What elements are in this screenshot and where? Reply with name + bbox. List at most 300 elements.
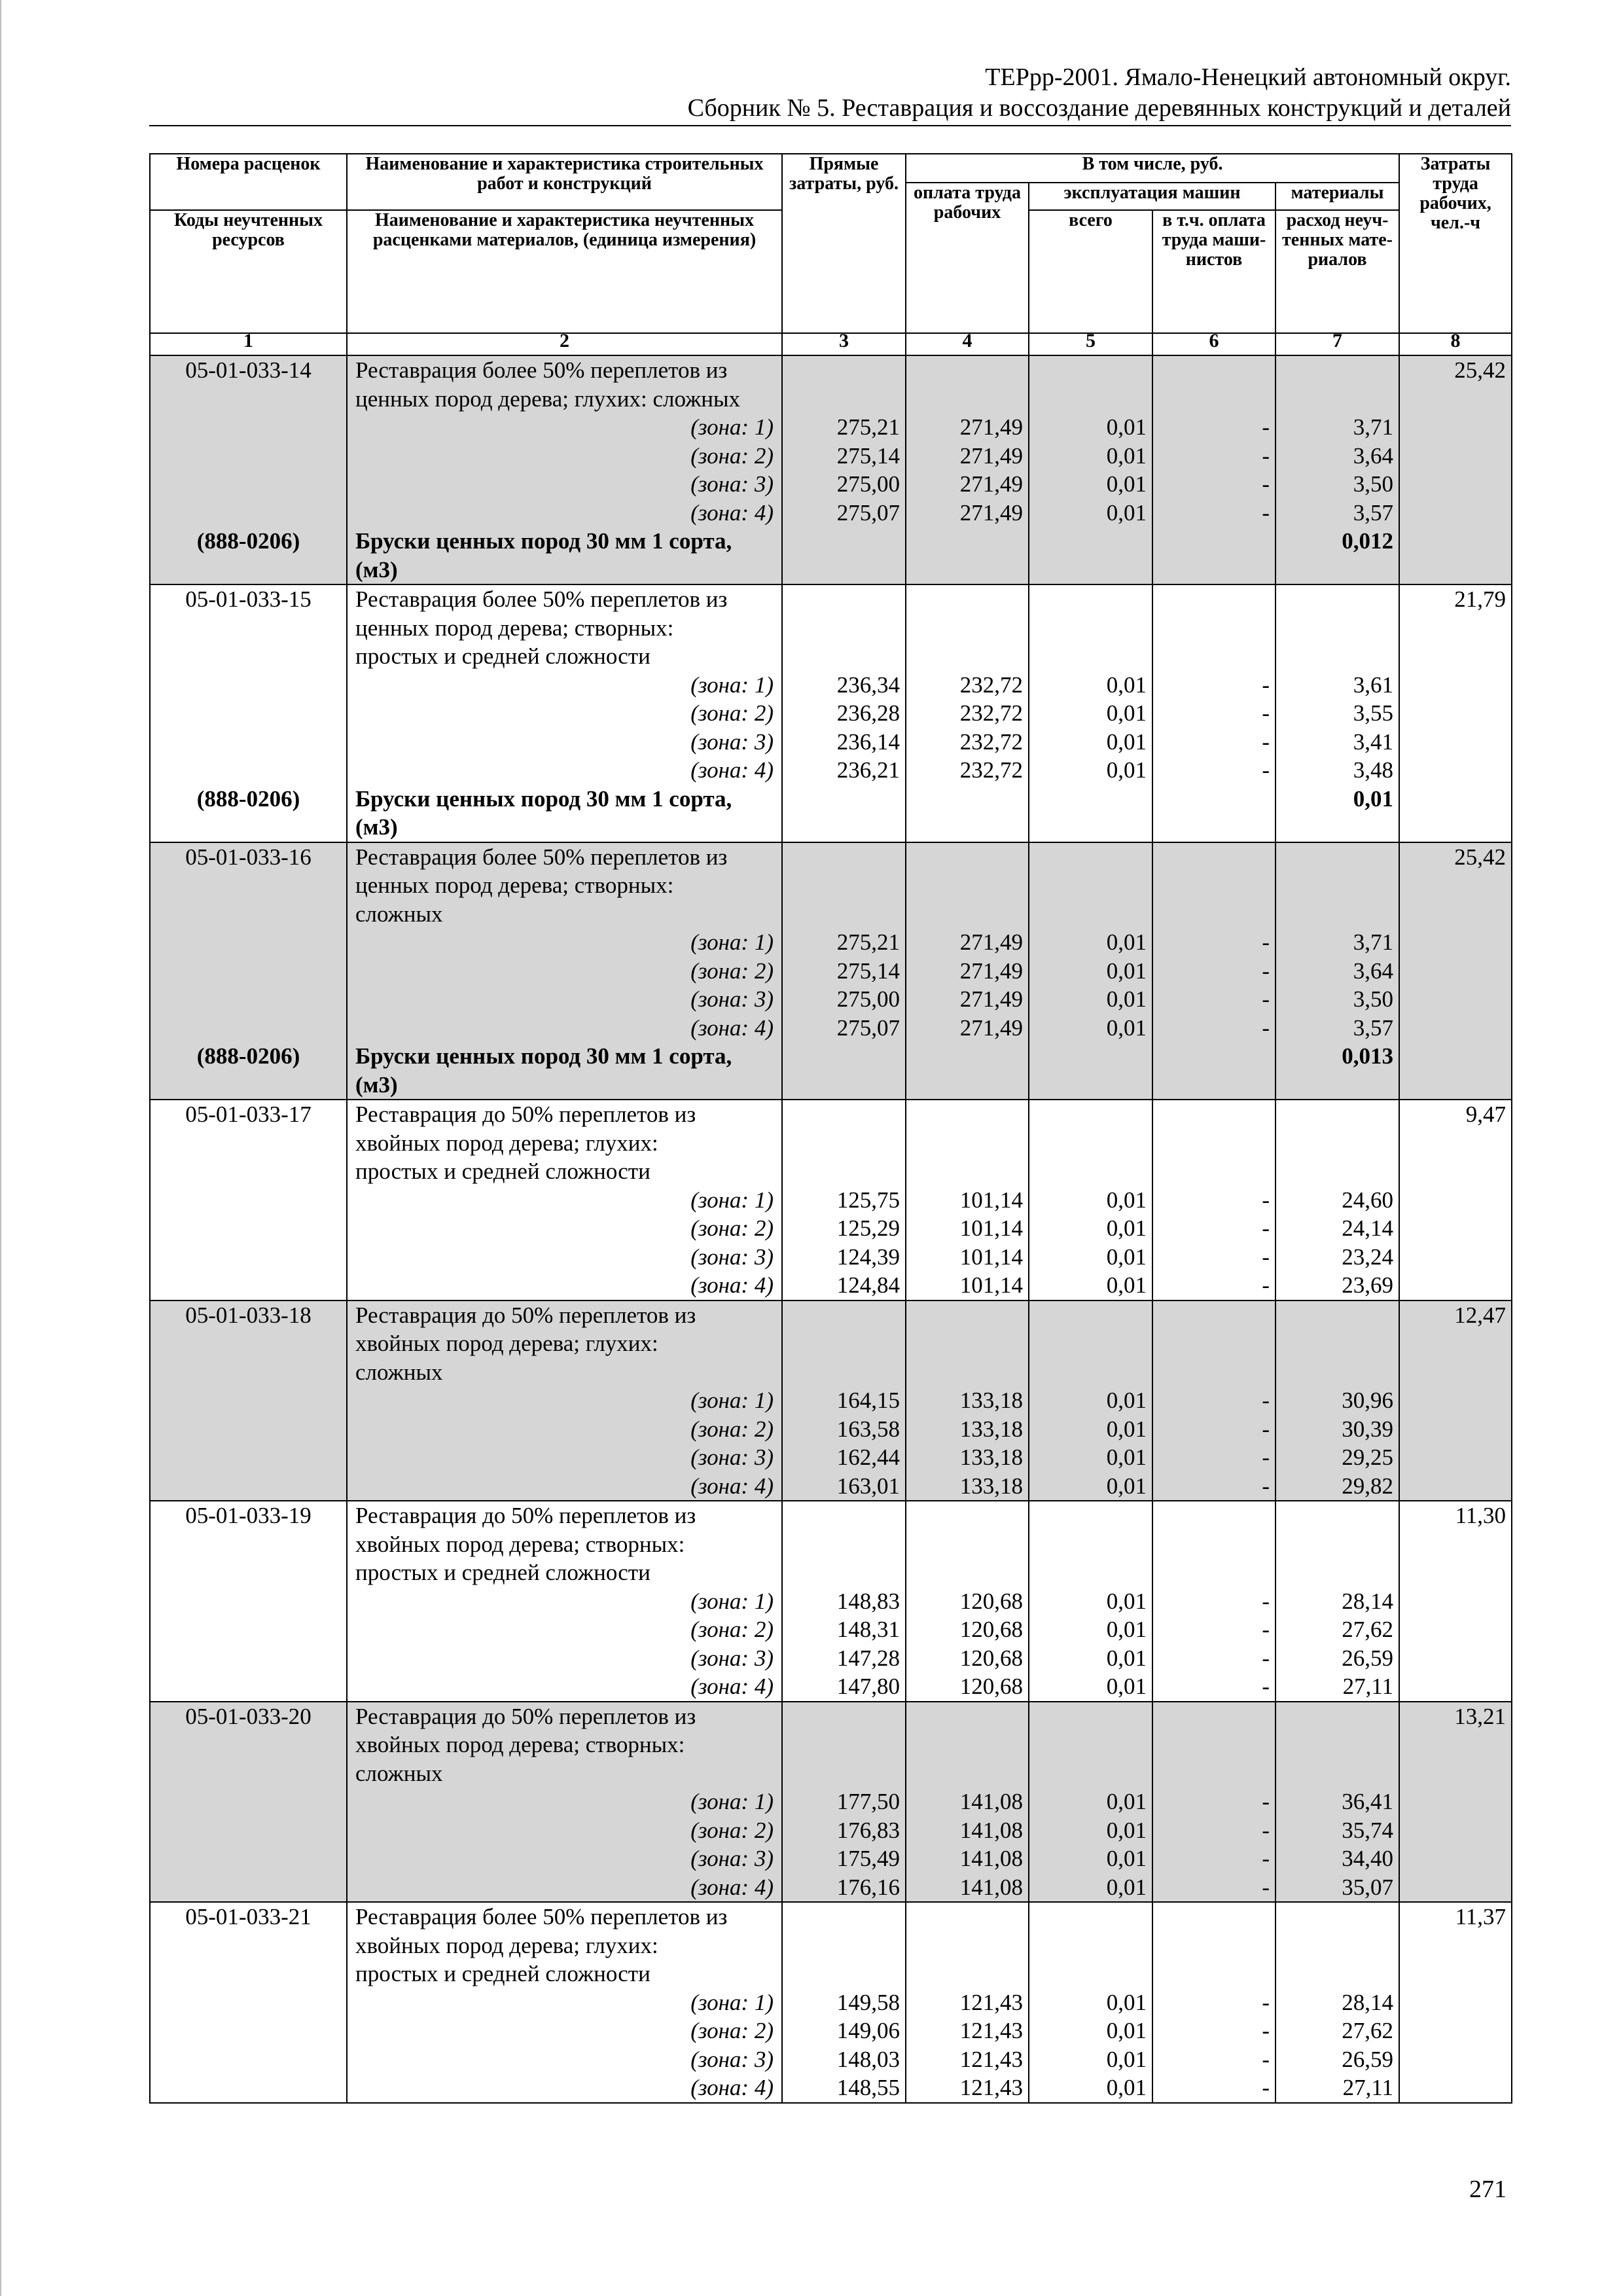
machines-value: 0,01 bbox=[1106, 1014, 1147, 1041]
direct-cost-value: 275,07 bbox=[836, 499, 900, 526]
rate-description-line: простых и средней сложности bbox=[355, 1158, 651, 1184]
machines-value: 0,01 bbox=[1106, 2018, 1147, 2043]
col-number: 7 bbox=[1275, 333, 1399, 355]
materials-value: 35,74 bbox=[1342, 1817, 1394, 1843]
rate-code: 05-01-033-19 bbox=[185, 1503, 312, 1528]
cell-labor-hours bbox=[1399, 842, 1512, 1100]
machinist-pay-value: - bbox=[1262, 1272, 1270, 1298]
machinist-pay-value: - bbox=[1262, 1014, 1270, 1041]
rate-description-line: хвойных пород дерева; глухих: bbox=[355, 1130, 658, 1156]
cell-machinist-pay bbox=[1152, 1902, 1275, 2103]
machinist-pay-value: - bbox=[1262, 672, 1270, 698]
rate-code: 05-01-033-17 bbox=[185, 1102, 312, 1127]
direct-cost-value: 275,07 bbox=[836, 1014, 900, 1041]
materials-value: 3,55 bbox=[1353, 700, 1394, 726]
rate-description-line: Реставрация до 50% переплетов из bbox=[355, 1703, 696, 1729]
rate-code: 05-01-033-21 bbox=[185, 1904, 312, 1929]
labor-hours: 25,42 bbox=[1454, 357, 1507, 383]
materials-value: 3,50 bbox=[1353, 471, 1394, 497]
labor-hours: 21,79 bbox=[1454, 586, 1507, 612]
cell-description bbox=[347, 1100, 782, 1300]
direct-cost-value: 236,14 bbox=[836, 728, 900, 755]
materials-value: 34,40 bbox=[1342, 1846, 1394, 1871]
th-resource-name: Наименование и характеристика неучтенных расценками материалов, (единица измерения) bbox=[347, 210, 782, 333]
rate-description-line: Реставрация более 50% переплетов из bbox=[355, 357, 728, 383]
machinist-pay-value: - bbox=[1262, 442, 1270, 469]
resource-quantity: 0,013 bbox=[1342, 1043, 1394, 1069]
cell-materials bbox=[1275, 842, 1399, 1100]
rate-description-line: ценных пород дерева; створных: bbox=[355, 615, 674, 641]
zone-label: (зона: 4) bbox=[690, 1473, 774, 1499]
col-number: 8 bbox=[1399, 333, 1512, 355]
col-number: 3 bbox=[782, 333, 906, 355]
cell-labor-pay bbox=[906, 1702, 1029, 1903]
machinist-pay-value: - bbox=[1262, 1874, 1270, 1900]
labor-pay-value: 101,14 bbox=[959, 1215, 1023, 1241]
cell-labor-hours bbox=[1399, 1300, 1512, 1501]
rate-block bbox=[150, 355, 1512, 584]
machines-value: 0,01 bbox=[1106, 1617, 1147, 1642]
th-labor: Затраты труда рабочих, чел.-ч bbox=[1399, 154, 1512, 333]
page-edge bbox=[0, 0, 1, 2296]
cell-machinist-pay bbox=[1152, 1501, 1275, 1702]
machinist-pay-value: - bbox=[1262, 1444, 1270, 1470]
cell-description bbox=[347, 1702, 782, 1903]
zone-label: (зона: 2) bbox=[690, 1416, 774, 1442]
machinist-pay-value: - bbox=[1262, 1588, 1270, 1614]
labor-pay-value: 271,49 bbox=[959, 986, 1023, 1012]
th-name: Наименование и характеристика строительных работ и конструкций bbox=[347, 154, 782, 210]
labor-pay-value: 133,18 bbox=[959, 1473, 1023, 1499]
zone-label: (зона: 1) bbox=[690, 1388, 774, 1413]
labor-pay-value: 232,72 bbox=[959, 672, 1023, 698]
header-rule bbox=[149, 125, 1511, 126]
labor-pay-value: 120,68 bbox=[959, 1617, 1023, 1642]
labor-pay-value: 271,49 bbox=[959, 929, 1023, 955]
machines-value: 0,01 bbox=[1106, 1244, 1147, 1270]
rate-description-line: Реставрация до 50% переплетов из bbox=[355, 1503, 696, 1528]
machines-value: 0,01 bbox=[1106, 471, 1147, 497]
cell-code bbox=[150, 584, 347, 842]
table-body bbox=[150, 355, 1512, 2103]
rate-description-line: хвойных пород дерева; створных: bbox=[355, 1531, 685, 1557]
th-codes: Номера расценок bbox=[150, 154, 347, 210]
machinist-pay-value: - bbox=[1262, 471, 1270, 497]
resource-quantity: 0,01 bbox=[1353, 785, 1394, 812]
machines-value: 0,01 bbox=[1106, 1272, 1147, 1298]
machinist-pay-value: - bbox=[1262, 1989, 1270, 2015]
materials-value: 3,41 bbox=[1353, 728, 1394, 755]
direct-cost-value: 148,03 bbox=[836, 2046, 900, 2072]
zone-label: (зона: 1) bbox=[690, 929, 774, 955]
cell-labor-pay bbox=[906, 1501, 1029, 1702]
rate-description-line: ценных пород дерева; глухих: сложных bbox=[355, 386, 741, 412]
labor-hours: 11,30 bbox=[1455, 1503, 1507, 1528]
rate-code: 05-01-033-20 bbox=[185, 1703, 312, 1729]
th-machinist-pay: в т.ч. оплата труда маши-нистов bbox=[1152, 210, 1275, 333]
machinist-pay-value: - bbox=[1262, 700, 1270, 726]
direct-cost-value: 149,58 bbox=[836, 1989, 900, 2015]
materials-value: 26,59 bbox=[1342, 1645, 1394, 1671]
machinist-pay-value: - bbox=[1262, 1473, 1270, 1499]
zone-label: (зона: 3) bbox=[690, 1645, 774, 1671]
resource-code: (888-0206) bbox=[196, 1043, 300, 1069]
th-direct-costs: Прямые затраты, руб. bbox=[782, 154, 906, 333]
labor-pay-value: 121,43 bbox=[959, 2046, 1023, 2072]
zone-label: (зона: 1) bbox=[690, 672, 774, 698]
machinist-pay-value: - bbox=[1262, 2018, 1270, 2043]
cell-labor-hours bbox=[1399, 1702, 1512, 1903]
labor-pay-value: 101,14 bbox=[959, 1244, 1023, 1270]
col-number: 1 bbox=[150, 333, 347, 355]
machines-value: 0,01 bbox=[1106, 1444, 1147, 1470]
rate-block bbox=[150, 1501, 1512, 1702]
rate-code: 05-01-033-16 bbox=[185, 844, 312, 870]
labor-pay-value: 101,14 bbox=[959, 1272, 1023, 1298]
materials-value: 24,14 bbox=[1342, 1215, 1394, 1241]
zone-label: (зона: 2) bbox=[690, 2018, 774, 2043]
labor-pay-value: 271,49 bbox=[959, 442, 1023, 469]
labor-pay-value: 121,43 bbox=[959, 1989, 1023, 2015]
cell-labor-pay bbox=[906, 1100, 1029, 1300]
direct-cost-value: 275,21 bbox=[836, 414, 900, 440]
labor-hours: 11,37 bbox=[1455, 1904, 1507, 1929]
materials-value: 27,11 bbox=[1342, 1674, 1394, 1699]
machines-value: 0,01 bbox=[1106, 728, 1147, 755]
direct-cost-value: 148,55 bbox=[836, 2075, 900, 2100]
rate-code: 05-01-033-15 bbox=[185, 586, 312, 612]
machines-value: 0,01 bbox=[1106, 1846, 1147, 1871]
cell-machines bbox=[1029, 1501, 1152, 1702]
resource-code: (888-0206) bbox=[196, 785, 300, 812]
labor-pay-value: 141,08 bbox=[959, 1789, 1023, 1814]
cell-labor-pay bbox=[906, 1902, 1029, 2103]
col-number: 6 bbox=[1152, 333, 1275, 355]
rate-description-line: сложных bbox=[355, 1359, 443, 1385]
labor-pay-value: 120,68 bbox=[959, 1645, 1023, 1671]
labor-pay-value: 141,08 bbox=[959, 1846, 1023, 1871]
rate-description-line: ценных пород дерева; створных: bbox=[355, 872, 674, 898]
materials-value: 29,25 bbox=[1342, 1444, 1394, 1470]
machines-value: 0,01 bbox=[1106, 1789, 1147, 1814]
labor-pay-value: 133,18 bbox=[959, 1388, 1023, 1413]
machines-value: 0,01 bbox=[1106, 1989, 1147, 2015]
machines-value: 0,01 bbox=[1106, 1674, 1147, 1699]
machines-value: 0,01 bbox=[1106, 1388, 1147, 1413]
machinist-pay-value: - bbox=[1262, 1674, 1270, 1699]
materials-value: 24,60 bbox=[1342, 1187, 1394, 1213]
direct-cost-value: 164,15 bbox=[836, 1388, 900, 1413]
cell-machinist-pay bbox=[1152, 1100, 1275, 1300]
zone-label: (зона: 4) bbox=[690, 2075, 774, 2100]
rates-table bbox=[149, 153, 1512, 2104]
labor-hours: 13,21 bbox=[1454, 1703, 1507, 1729]
zone-label: (зона: 1) bbox=[690, 1588, 774, 1614]
cell-materials bbox=[1275, 1100, 1399, 1300]
labor-pay-value: 133,18 bbox=[959, 1444, 1023, 1470]
cell-direct bbox=[782, 355, 906, 584]
rate-description-line: Реставрация до 50% переплетов из bbox=[355, 1102, 696, 1127]
zone-label: (зона: 3) bbox=[690, 1444, 774, 1470]
col-number: 4 bbox=[906, 333, 1029, 355]
th-material-consumption: расход неуч-тенных мате-риалов bbox=[1275, 210, 1399, 333]
machinist-pay-value: - bbox=[1262, 499, 1270, 526]
cell-machines bbox=[1029, 355, 1152, 584]
th-resource-codes: Коды неучтенных ресурсов bbox=[150, 210, 347, 333]
cell-description bbox=[347, 1501, 782, 1702]
cell-direct bbox=[782, 1300, 906, 1501]
cell-labor-hours bbox=[1399, 1501, 1512, 1702]
zone-label: (зона: 2) bbox=[690, 1617, 774, 1642]
labor-hours: 25,42 bbox=[1454, 844, 1507, 870]
cell-description bbox=[347, 1902, 782, 2103]
machinist-pay-value: - bbox=[1262, 728, 1270, 755]
cell-description bbox=[347, 584, 782, 842]
col-number: 2 bbox=[347, 333, 782, 355]
materials-value: 27,62 bbox=[1342, 2018, 1394, 2043]
machinist-pay-value: - bbox=[1262, 1388, 1270, 1413]
machinist-pay-value: - bbox=[1262, 1789, 1270, 1814]
cell-machinist-pay bbox=[1152, 355, 1275, 584]
cell-materials bbox=[1275, 584, 1399, 842]
direct-cost-value: 176,83 bbox=[836, 1817, 900, 1843]
materials-value: 30,96 bbox=[1342, 1388, 1394, 1413]
cell-machinist-pay bbox=[1152, 584, 1275, 842]
machinist-pay-value: - bbox=[1262, 757, 1270, 783]
materials-value: 3,64 bbox=[1353, 442, 1394, 469]
cell-labor-hours bbox=[1399, 584, 1512, 842]
zone-label: (зона: 2) bbox=[690, 442, 774, 469]
running-header-title: ТЕРрр-2001. Ямало-Ненецкий автономный округ. bbox=[985, 63, 1511, 91]
zone-label: (зона: 1) bbox=[690, 1789, 774, 1814]
labor-pay-value: 120,68 bbox=[959, 1588, 1023, 1614]
direct-cost-value: 163,58 bbox=[836, 1416, 900, 1442]
cell-machinist-pay bbox=[1152, 842, 1275, 1100]
zone-label: (зона: 4) bbox=[690, 757, 774, 783]
th-including: В том числе, руб. bbox=[906, 154, 1399, 183]
machinist-pay-value: - bbox=[1262, 986, 1270, 1012]
machines-value: 0,01 bbox=[1106, 700, 1147, 726]
rate-description-line: сложных bbox=[355, 1760, 443, 1786]
labor-pay-value: 133,18 bbox=[959, 1416, 1023, 1442]
cell-direct bbox=[782, 842, 906, 1100]
cell-code bbox=[150, 355, 347, 584]
direct-cost-value: 148,31 bbox=[836, 1617, 900, 1642]
direct-cost-value: 175,49 bbox=[836, 1846, 900, 1871]
machines-value: 0,01 bbox=[1106, 1817, 1147, 1843]
rate-description-line: простых и средней сложности bbox=[355, 643, 651, 669]
resource-name: Бруски ценных пород 30 мм 1 сорта, bbox=[355, 528, 732, 554]
rate-description-line: Реставрация более 50% переплетов из bbox=[355, 1904, 728, 1929]
labor-pay-value: 271,49 bbox=[959, 414, 1023, 440]
cell-direct bbox=[782, 1702, 906, 1903]
machines-value: 0,01 bbox=[1106, 2046, 1147, 2072]
direct-cost-value: 177,50 bbox=[836, 1789, 900, 1814]
cell-description bbox=[347, 355, 782, 584]
machines-value: 0,01 bbox=[1106, 672, 1147, 698]
cell-direct bbox=[782, 1902, 906, 2103]
materials-value: 27,11 bbox=[1342, 2075, 1394, 2100]
resource-unit: (м3) bbox=[355, 1071, 398, 1098]
cell-code bbox=[150, 1100, 347, 1300]
materials-value: 3,71 bbox=[1353, 414, 1394, 440]
machinist-pay-value: - bbox=[1262, 1215, 1270, 1241]
resource-code: (888-0206) bbox=[196, 528, 300, 554]
labor-pay-value: 271,49 bbox=[959, 958, 1023, 984]
materials-value: 36,41 bbox=[1342, 1789, 1394, 1814]
cell-labor-hours bbox=[1399, 355, 1512, 584]
labor-pay-value: 271,49 bbox=[959, 471, 1023, 497]
cell-code bbox=[150, 1300, 347, 1501]
cell-code bbox=[150, 842, 347, 1100]
th-labor-pay: оплата труда рабочих bbox=[906, 183, 1029, 333]
th-machines-total: всего bbox=[1029, 210, 1152, 333]
zone-label: (зона: 4) bbox=[690, 1014, 774, 1041]
th-materials: материалы bbox=[1275, 183, 1399, 210]
materials-value: 3,71 bbox=[1353, 929, 1394, 955]
direct-cost-value: 124,39 bbox=[836, 1244, 900, 1270]
labor-pay-value: 101,14 bbox=[959, 1187, 1023, 1213]
rate-code: 05-01-033-18 bbox=[185, 1302, 312, 1328]
machines-value: 0,01 bbox=[1106, 2075, 1147, 2100]
direct-cost-value: 236,21 bbox=[836, 757, 900, 783]
running-header-subtitle: Сборник № 5. Реставрация и воссоздание деревянных конструкций и деталей bbox=[687, 94, 1511, 122]
zone-label: (зона: 2) bbox=[690, 1215, 774, 1241]
machines-value: 0,01 bbox=[1106, 757, 1147, 783]
materials-value: 28,14 bbox=[1342, 1588, 1394, 1614]
machinist-pay-value: - bbox=[1262, 958, 1270, 984]
zone-label: (зона: 1) bbox=[690, 414, 774, 440]
cell-labor-pay bbox=[906, 842, 1029, 1100]
rate-code: 05-01-033-14 bbox=[185, 357, 312, 383]
cell-machinist-pay bbox=[1152, 1300, 1275, 1501]
page-number: 271 bbox=[1469, 2176, 1507, 2203]
machinist-pay-value: - bbox=[1262, 1244, 1270, 1270]
materials-value: 27,62 bbox=[1342, 1617, 1394, 1642]
zone-label: (зона: 3) bbox=[690, 1846, 774, 1871]
cell-machines bbox=[1029, 1902, 1152, 2103]
materials-value: 3,50 bbox=[1353, 986, 1394, 1012]
cell-machines bbox=[1029, 1702, 1152, 1903]
direct-cost-value: 275,00 bbox=[836, 471, 900, 497]
machines-value: 0,01 bbox=[1106, 1187, 1147, 1213]
labor-pay-value: 271,49 bbox=[959, 1014, 1023, 1041]
col-number: 5 bbox=[1029, 333, 1152, 355]
zone-label: (зона: 1) bbox=[690, 1187, 774, 1213]
machinist-pay-value: - bbox=[1262, 2075, 1270, 2100]
machines-value: 0,01 bbox=[1106, 958, 1147, 984]
cell-machines bbox=[1029, 584, 1152, 842]
rate-description-line: Реставрация более 50% переплетов из bbox=[355, 586, 728, 612]
resource-unit: (м3) bbox=[355, 556, 398, 583]
cell-labor-pay bbox=[906, 584, 1029, 842]
direct-cost-value: 275,00 bbox=[836, 986, 900, 1012]
cell-description bbox=[347, 1300, 782, 1501]
direct-cost-value: 124,84 bbox=[836, 1272, 900, 1298]
machines-value: 0,01 bbox=[1106, 499, 1147, 526]
labor-pay-value: 232,72 bbox=[959, 700, 1023, 726]
direct-cost-value: 236,34 bbox=[836, 672, 900, 698]
materials-value: 30,39 bbox=[1342, 1416, 1394, 1442]
cell-labor-pay bbox=[906, 355, 1029, 584]
zone-label: (зона: 4) bbox=[690, 499, 774, 526]
rate-block bbox=[150, 1300, 1512, 1501]
zone-label: (зона: 3) bbox=[690, 471, 774, 497]
cell-direct bbox=[782, 1100, 906, 1300]
resource-name: Бруски ценных пород 30 мм 1 сорта, bbox=[355, 785, 732, 812]
cell-materials bbox=[1275, 1902, 1399, 2103]
cell-direct bbox=[782, 584, 906, 842]
direct-cost-value: 275,14 bbox=[836, 442, 900, 469]
resource-quantity: 0,012 bbox=[1342, 528, 1394, 554]
rate-block bbox=[150, 1902, 1512, 2103]
materials-value: 3,64 bbox=[1353, 958, 1394, 984]
machines-value: 0,01 bbox=[1106, 1645, 1147, 1671]
materials-value: 23,24 bbox=[1342, 1244, 1394, 1270]
resource-unit: (м3) bbox=[355, 814, 398, 840]
direct-cost-value: 163,01 bbox=[836, 1473, 900, 1499]
labor-pay-value: 232,72 bbox=[959, 757, 1023, 783]
zone-label: (зона: 3) bbox=[690, 1244, 774, 1270]
machines-value: 0,01 bbox=[1106, 1473, 1147, 1499]
zone-label: (зона: 2) bbox=[690, 958, 774, 984]
machines-value: 0,01 bbox=[1106, 929, 1147, 955]
direct-cost-value: 125,29 bbox=[836, 1215, 900, 1241]
zone-label: (зона: 3) bbox=[690, 2046, 774, 2072]
cell-machines bbox=[1029, 1100, 1152, 1300]
rate-description-line: хвойных пород дерева; створных: bbox=[355, 1732, 685, 1757]
cell-machines bbox=[1029, 842, 1152, 1100]
direct-cost-value: 275,21 bbox=[836, 929, 900, 955]
direct-cost-value: 275,14 bbox=[836, 958, 900, 984]
labor-pay-value: 141,08 bbox=[959, 1874, 1023, 1900]
machinist-pay-value: - bbox=[1262, 1416, 1270, 1442]
materials-value: 28,14 bbox=[1342, 1989, 1394, 2015]
labor-pay-value: 271,49 bbox=[959, 499, 1023, 526]
direct-cost-value: 125,75 bbox=[836, 1187, 900, 1213]
cell-materials bbox=[1275, 1702, 1399, 1903]
cell-materials bbox=[1275, 1300, 1399, 1501]
labor-pay-value: 141,08 bbox=[959, 1817, 1023, 1843]
rate-description-line: Реставрация более 50% переплетов из bbox=[355, 844, 728, 870]
materials-value: 23,69 bbox=[1342, 1272, 1394, 1298]
zone-label: (зона: 4) bbox=[690, 1674, 774, 1699]
zone-label: (зона: 1) bbox=[690, 1989, 774, 2015]
cell-code bbox=[150, 1902, 347, 2103]
rate-description-line: Реставрация до 50% переплетов из bbox=[355, 1302, 696, 1328]
rate-description-line: простых и средней сложности bbox=[355, 1961, 651, 1986]
labor-hours: 9,47 bbox=[1465, 1102, 1507, 1127]
machinist-pay-value: - bbox=[1262, 414, 1270, 440]
rate-block bbox=[150, 1702, 1512, 1903]
cell-code bbox=[150, 1702, 347, 1903]
cell-code bbox=[150, 1501, 347, 1702]
machines-value: 0,01 bbox=[1106, 1416, 1147, 1442]
zone-label: (зона: 2) bbox=[690, 1817, 774, 1843]
direct-cost-value: 162,44 bbox=[836, 1444, 900, 1470]
materials-value: 3,48 bbox=[1353, 757, 1394, 783]
rate-block bbox=[150, 1100, 1512, 1300]
machinist-pay-value: - bbox=[1262, 1817, 1270, 1843]
zone-label: (зона: 4) bbox=[690, 1874, 774, 1900]
labor-pay-value: 232,72 bbox=[959, 728, 1023, 755]
direct-cost-value: 148,83 bbox=[836, 1588, 900, 1614]
machinist-pay-value: - bbox=[1262, 2046, 1270, 2072]
direct-cost-value: 149,06 bbox=[836, 2018, 900, 2043]
rate-description-line: сложных bbox=[355, 901, 443, 927]
rate-description-line: хвойных пород дерева; глухих: bbox=[355, 1331, 658, 1356]
materials-value: 3,57 bbox=[1353, 1014, 1394, 1041]
